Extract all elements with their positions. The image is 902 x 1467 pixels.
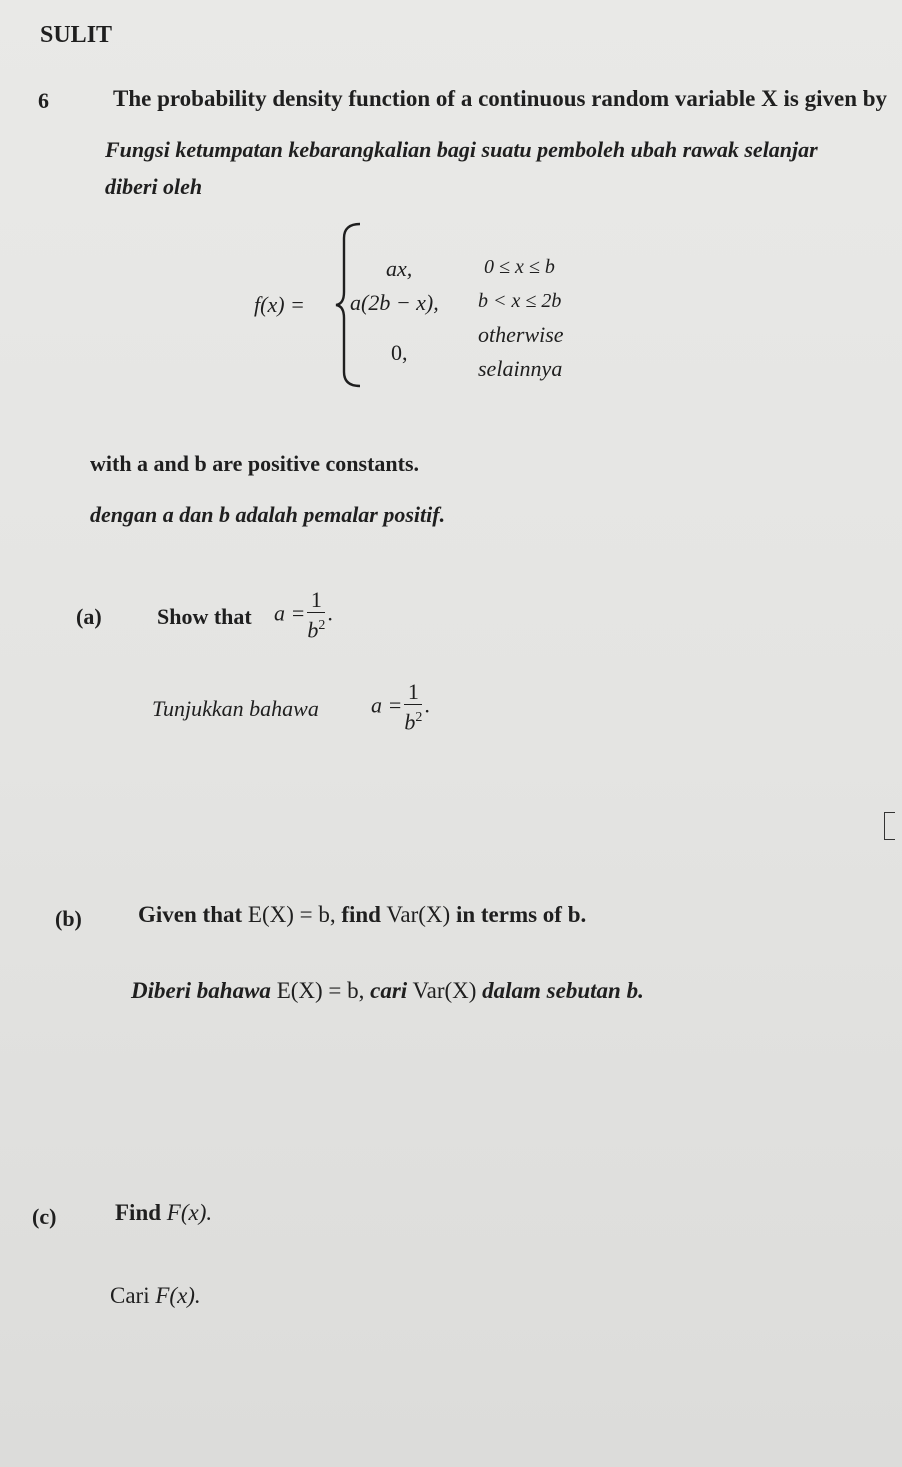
part-a-lhs-en: a = — [274, 600, 306, 626]
part-a-den-base-en: b — [307, 617, 319, 643]
marks-bracket — [884, 812, 895, 840]
question-number: 6 — [38, 88, 49, 113]
part-c-line-ms — [110, 1283, 201, 1309]
part-b-text-en-3: in terms of b. — [455, 902, 587, 927]
part-a-equation-en — [274, 588, 333, 643]
question-intro-en: The probability density function of a continuous random variable X is given by — [113, 86, 888, 111]
part-b-text-ms-2: cari — [370, 978, 408, 1003]
part-a-equation-ms — [371, 680, 430, 735]
part-c-label: (c) — [32, 1204, 57, 1229]
part-b-line-en — [138, 902, 586, 928]
part-c-expr-en: F(x). — [166, 1200, 213, 1225]
pdf-case3-expr: 0, — [391, 340, 408, 365]
part-a-lhs-ms: a = — [371, 692, 403, 718]
part-b-text-ms-1: Diberi bahawa — [131, 978, 271, 1003]
part-b-text-en-1: Given that — [138, 902, 243, 927]
part-b-expr-1-en: E(X) = b, — [247, 902, 336, 927]
part-b-expr-2-en: Var(X) — [386, 902, 451, 927]
pdf-case3-cond-en: otherwise — [478, 322, 564, 347]
constants-ms: dengan a dan b adalah pemalar positif. — [90, 502, 446, 527]
part-b-line-ms — [131, 978, 644, 1004]
part-a-denominator-en — [307, 613, 325, 643]
part-b-expr-1-ms: E(X) = b, — [276, 978, 365, 1003]
pdf-case2-cond: b < x ≤ 2b — [478, 290, 562, 312]
part-a-end-ms: . — [424, 692, 430, 718]
part-a-label: (a) — [76, 604, 102, 629]
part-a-fraction-ms — [404, 680, 422, 735]
part-c-line-en — [115, 1200, 212, 1226]
pdf-case1-expr: ax, — [386, 256, 413, 281]
part-c-text-ms: Cari — [110, 1283, 150, 1308]
part-a-fraction-en — [307, 588, 325, 643]
part-a-text-ms: Tunjukkan bahawa — [152, 696, 319, 721]
part-b-label: (b) — [55, 906, 82, 931]
part-c-expr-ms: F(x). — [155, 1283, 201, 1308]
constants-en: with a and b are positive constants. — [90, 451, 420, 476]
pdf-lhs: f(x) = — [254, 292, 305, 317]
pdf-case2-expr: a(2b − x), — [350, 290, 439, 315]
part-b-text-ms-3: dalam sebutan b. — [482, 978, 644, 1003]
part-a-den-base-ms: b — [404, 709, 416, 735]
part-b-text-en-2: find — [341, 902, 381, 927]
part-a-text-en: Show that — [157, 604, 252, 629]
part-c-text-en: Find — [115, 1200, 162, 1225]
pdf-case3-cond-ms: selainnya — [478, 356, 563, 381]
part-a-end-en: . — [327, 600, 333, 626]
part-a-den-exp-en: 2 — [318, 618, 326, 633]
pdf-case1-cond: 0 ≤ x ≤ b — [484, 256, 555, 278]
question-intro-ms-line2: diberi oleh — [105, 174, 203, 199]
part-a-numerator-en: 1 — [310, 587, 322, 612]
part-a-den-exp-ms: 2 — [415, 710, 423, 725]
page-header-mark: SULIT — [40, 22, 113, 48]
question-intro-ms-line1: Fungsi ketumpatan kebarangkalian bagi suatu pemboleh ubah rawak selanjar — [105, 137, 818, 162]
part-b-expr-2-ms: Var(X) — [412, 978, 477, 1003]
part-a-denominator-ms — [404, 705, 422, 735]
part-a-numerator-ms: 1 — [407, 679, 419, 704]
